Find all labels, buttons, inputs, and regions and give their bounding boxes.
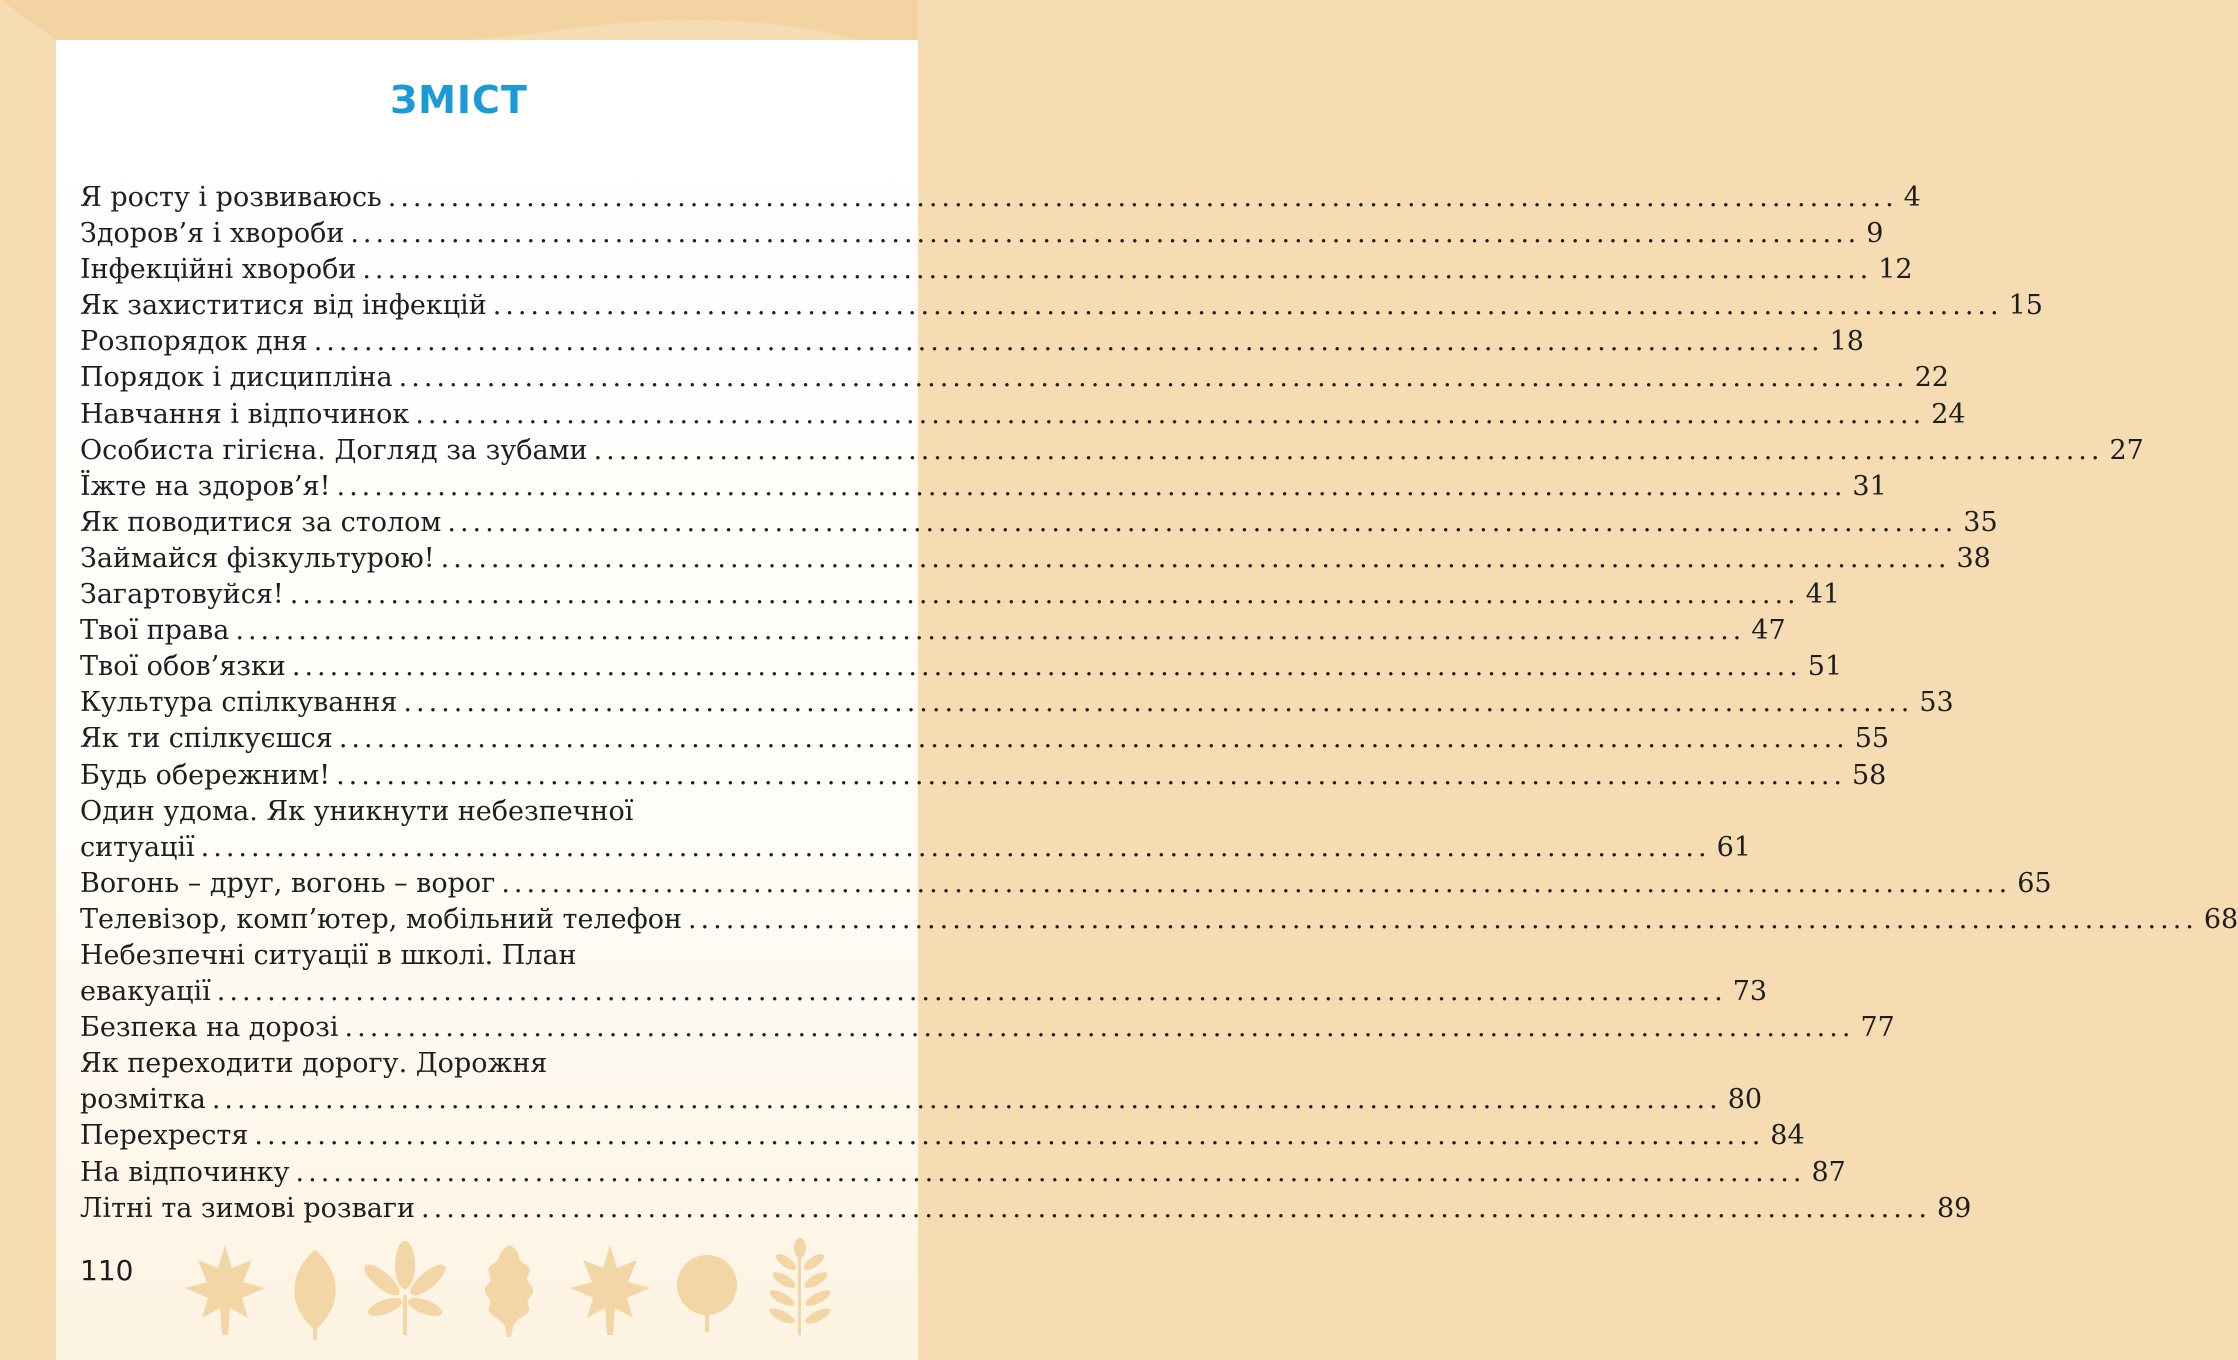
toc-entry-row: [80, 1191, 1972, 1227]
dot-leader: ........................................................................................................................: [403, 687, 1914, 719]
toc-entry-page: 68: [2203, 903, 2238, 935]
toc-entry-title: Порядок і дисципліна: [80, 362, 393, 394]
dot-leader: ........................................................................................................................: [415, 398, 1926, 430]
dot-leader: ........................................................................................................................: [216, 976, 1727, 1008]
toc-entry-page: 35: [1963, 506, 1998, 538]
toc-entry-page: 80: [1727, 1084, 1763, 1116]
toc-entry[interactable]: [80, 1191, 1972, 1227]
toc-entry-page: 61: [1716, 831, 1751, 863]
dot-leader: ........................................................................................................................: [295, 1156, 1806, 1188]
toc-entry-title: розмітка: [80, 1084, 206, 1116]
dot-leader: ........................................................................................................................: [350, 218, 1861, 250]
dot-leader: ........................................................................................................................: [344, 1012, 1855, 1044]
toc-entry-page: 77: [1860, 1012, 1895, 1044]
toc-entry-page: 22: [1914, 362, 1949, 394]
dot-leader: ........................................................................................................................: [447, 506, 1958, 538]
toc-entry-page: 87: [1811, 1156, 1846, 1188]
toc-entry[interactable]: [80, 1010, 1895, 1046]
toc-entry-row: [80, 505, 1998, 541]
toc-entry-page: 89: [1936, 1192, 1972, 1224]
toc-entry-title-line: Як переходити дорогу. Дорожня: [80, 1048, 548, 1080]
toc-entry[interactable]: [80, 794, 1751, 866]
dot-leader: ........................................................................................................................: [254, 1120, 1765, 1152]
toc-entry-title: Особиста гігієна. Догляд за зубами: [80, 434, 588, 466]
toc-entry-title: Як ти спілкуєшся: [80, 723, 333, 755]
toc-entry-row: [80, 541, 1991, 577]
dot-leader: ........................................................................................................................: [421, 1192, 1931, 1224]
dot-leader: ........................................................................................................................: [687, 903, 2198, 935]
dot-leader: ........................................................................................................................: [593, 434, 2104, 466]
dot-leader: ........................................................................................................................: [492, 290, 2003, 322]
toc-entry[interactable]: [80, 469, 1887, 505]
toc-entry-title: Я росту і розвиваюсь: [80, 182, 382, 213]
toc-entry-row: [80, 397, 1966, 433]
toc-entry[interactable]: [80, 685, 1954, 721]
dot-leader: ........................................................................................................................: [313, 326, 1824, 358]
toc-entry-page: 65: [2017, 867, 2052, 899]
toc-entry[interactable]: [80, 938, 1768, 1010]
rowan-leaf-icon: [767, 1238, 833, 1335]
toc-entry-row: [80, 252, 1913, 288]
dot-leader: ........................................................................................................................: [211, 1084, 1722, 1116]
dot-leader: ........................................................................................................................: [338, 723, 1849, 755]
toc-entry-page: 53: [1919, 687, 1954, 719]
toc-entry-row: [80, 685, 1954, 721]
dot-leader: ........................................................................................................................: [336, 470, 1847, 502]
toc-entry-page: 55: [1854, 723, 1890, 755]
dot-leader: ........................................................................................................................: [235, 615, 1746, 647]
toc-entry[interactable]: [80, 1118, 1805, 1154]
toc-entry-page: 47: [1751, 615, 1786, 647]
toc-entry[interactable]: [80, 721, 1890, 757]
toc-entry[interactable]: [80, 324, 1864, 360]
toc-entry-title: Інфекційні хвороби: [80, 254, 357, 286]
dot-leader: ........................................................................................................................: [336, 759, 1846, 791]
toc-entry[interactable]: [80, 1046, 1763, 1118]
toc-entry-row: [80, 721, 1890, 757]
dot-leader: ........................................................................................................................: [289, 579, 1800, 611]
toc-entry[interactable]: [80, 397, 1966, 433]
toc-entry[interactable]: [80, 288, 2043, 324]
toc-entry[interactable]: [80, 613, 1786, 649]
dot-leader: ........................................................................................................................: [501, 867, 2012, 899]
toc-entry-row: [80, 433, 2144, 469]
toc-entry-title: Як поводитися за столом: [80, 506, 442, 538]
toc-entry-row: [80, 758, 1887, 794]
dot-leader: ........................................................................................................................: [440, 542, 1951, 574]
toc-entry[interactable]: [80, 866, 2052, 902]
toc-entry-title: Як захиститися від інфекцій: [80, 290, 487, 322]
toc-entry-page: 51: [1807, 651, 1843, 683]
leaves-decoration: [170, 1240, 870, 1340]
toc-entry-page: 58: [1851, 759, 1887, 791]
toc-entry-page: 41: [1805, 579, 1840, 611]
birch-leaf-icon: [294, 1250, 335, 1340]
toc-entry[interactable]: [80, 505, 1998, 541]
toc-entry[interactable]: [80, 1155, 1846, 1191]
toc-entry-title: Загартовуйся!: [80, 579, 284, 611]
toc-entry-page: 15: [2008, 290, 2043, 322]
toc-entry-title: евакуації: [80, 976, 211, 1008]
page-number: 110: [80, 1254, 134, 1287]
toc-entry-title: Літні та зимові розваги: [80, 1192, 416, 1224]
toc-entry-page: 27: [2109, 434, 2144, 466]
chestnut-leaf-icon: [360, 1241, 450, 1335]
toc-entry-row: [80, 902, 2238, 938]
toc-entry[interactable]: [80, 252, 1913, 288]
toc-entry-row: [80, 866, 2052, 902]
toc-entry-row: [80, 1010, 1895, 1046]
toc-entry-page: 31: [1852, 470, 1887, 502]
toc-entry[interactable]: [80, 541, 1991, 577]
dot-leader: ........................................................................................................................: [398, 362, 1909, 394]
toc-entry-page: 4: [1903, 182, 1921, 213]
oak-leaf-icon: [485, 1245, 534, 1337]
toc-entry-page: 9: [1866, 218, 1884, 250]
page-title: ЗМІСТ: [390, 78, 528, 122]
toc-entry-row: [80, 288, 2043, 324]
toc-entry-row: [80, 830, 1751, 866]
toc-entry-page: 84: [1770, 1120, 1805, 1152]
toc-entry[interactable]: [80, 180, 1921, 216]
toc-entry[interactable]: [80, 902, 2238, 938]
round-leaf-icon: [677, 1255, 737, 1332]
toc-entry-title: Культура спілкування: [80, 687, 398, 719]
toc-entry[interactable]: [80, 216, 1884, 252]
dot-leader: ........................................................................................................................: [362, 254, 1873, 286]
toc-entry-title: Вогонь – друг, вогонь – ворог: [80, 867, 496, 899]
toc-entry-page: 18: [1829, 326, 1864, 358]
toc-entry-title: Їжте на здоров’я!: [80, 470, 331, 502]
toc-entry-row: [80, 649, 1843, 685]
toc-entry-page: 12: [1878, 254, 1913, 286]
toc-entry-title-line: Небезпечні ситуації в школі. План: [80, 939, 577, 971]
toc-entry-title: Твої обов’язки: [80, 651, 286, 683]
table-of-contents: [80, 180, 2238, 1227]
toc-entry[interactable]: [80, 577, 1840, 613]
dot-leader: ........................................................................................................................: [200, 831, 1711, 863]
toc-entry-title: Безпека на дорозі: [80, 1012, 339, 1044]
toc-entry-title: Твої права: [80, 615, 230, 647]
toc-entry-row: [80, 613, 1786, 649]
toc-entry-row: [80, 1118, 1805, 1154]
toc-entry-title: Розпорядок дня: [80, 326, 308, 358]
toc-entry-title: На відпочинку: [80, 1156, 290, 1188]
toc-entry-row: [80, 1082, 1763, 1118]
toc-entry[interactable]: [80, 433, 2144, 469]
toc-entry-title: Здоров’я і хвороби: [80, 218, 345, 250]
maple-leaf-icon: [185, 1245, 265, 1335]
toc-entry[interactable]: [80, 649, 1843, 685]
toc-entry-row: [80, 180, 1921, 216]
toc-entry-title: ситуації: [80, 831, 195, 863]
maple-leaf-icon: [570, 1245, 650, 1335]
dot-leader: ........................................................................................................................: [291, 651, 1802, 683]
toc-entry-title: Перехрестя: [80, 1120, 249, 1152]
toc-entry-row: [80, 1155, 1846, 1191]
toc-entry-page: 73: [1732, 976, 1768, 1008]
toc-entry-title: Телевізор, комп’ютер, мобільний телефон: [80, 903, 682, 935]
toc-entry-row: [80, 974, 1768, 1010]
dot-leader: ........................................................................................................................: [387, 182, 1898, 213]
toc-entry-row: [80, 324, 1864, 360]
toc-entry-page: 24: [1931, 398, 1966, 430]
toc-entry-row: [80, 469, 1887, 505]
toc-entry-title: Будь обережним!: [80, 759, 331, 791]
toc-entry-row: [80, 577, 1840, 613]
toc-entry[interactable]: [80, 360, 1949, 396]
toc-entry-row: [80, 216, 1884, 252]
toc-entry-row: [80, 360, 1949, 396]
toc-entry-title-line: Один удома. Як уникнути небезпечної: [80, 795, 634, 827]
toc-entry-title: Навчання і відпочинок: [80, 398, 410, 430]
toc-entry[interactable]: [80, 758, 1887, 794]
toc-entry-page: 38: [1956, 542, 1991, 574]
toc-entry-title: Займайся фізкультурою!: [80, 542, 435, 574]
